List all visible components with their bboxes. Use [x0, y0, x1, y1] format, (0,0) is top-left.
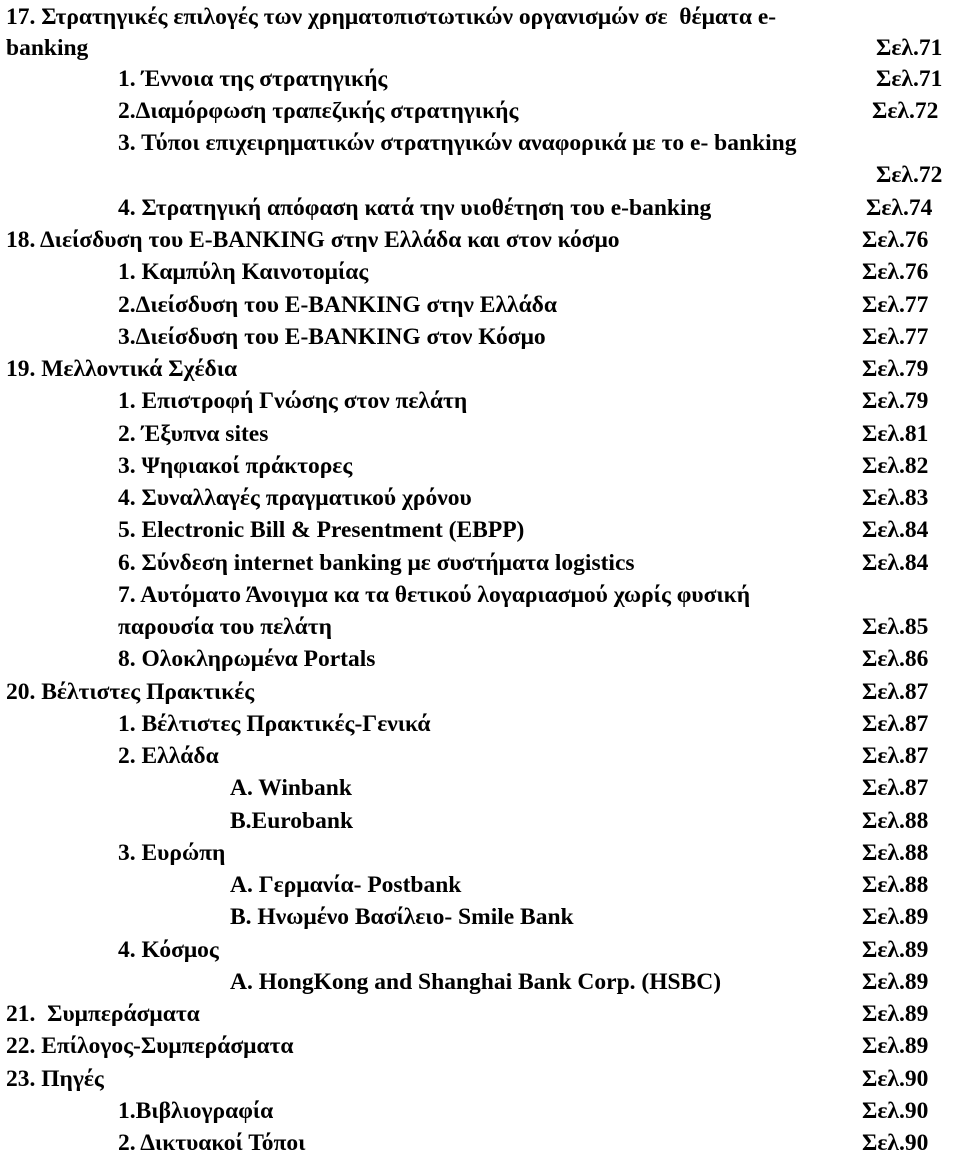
toc-entry-title: B.Eurobank [230, 808, 354, 834]
toc-entry-page: Σελ.79 [862, 356, 929, 382]
toc-entry-title: 1. Βέλτιστες Πρακτικές-Γενικά [118, 711, 431, 737]
toc-entry-page: Σελ.76 [862, 227, 929, 253]
toc-entry-title: 20. Βέλτιστες Πρακτικές [6, 679, 255, 705]
toc-entry-page: Σελ.90 [862, 1098, 929, 1124]
toc-entry-title: A. Γερμανία- Postbank [230, 872, 462, 898]
toc-entry-title: 2. Έξυπνα sites [118, 421, 269, 447]
toc-entry-page: Σελ.83 [862, 485, 929, 511]
toc-entry-page: Σελ.77 [862, 324, 929, 350]
toc-entry-title: A. Winbank [230, 775, 352, 801]
toc-entry-page: Σελ.89 [862, 1001, 929, 1027]
toc-entry-title: 6. Σύνδεση internet banking με συστήματα logistics [118, 550, 635, 576]
toc-entry-title: παρουσία του πελάτη [118, 614, 332, 640]
toc-entry-page: Σελ.82 [862, 453, 929, 479]
toc-entry-title: 4. Συναλλαγές πραγματικού χρόνου [118, 485, 472, 511]
toc-entry-page: Σελ.71 [876, 35, 943, 61]
toc-entry-page: Σελ.81 [862, 421, 929, 447]
toc-entry-title: 21. Συμπεράσματα [6, 1001, 200, 1027]
toc-entry-title: B. Ηνωμένο Βασίλειο- Smile Bank [230, 904, 574, 930]
toc-entry-title: 8. Ολοκληρωμένα Portals [118, 646, 376, 672]
toc-entry-page: Σελ.87 [862, 775, 929, 801]
toc-entry-page: Σελ.71 [876, 66, 943, 92]
toc-entry-title: 4. Κόσμος [118, 937, 219, 963]
toc-entry-page: Σελ.89 [862, 1033, 929, 1059]
toc-entry-title: 23. Πηγές [6, 1066, 104, 1092]
toc-entry-title: 4. Στρατηγική απόφαση κατά την υιοθέτηση του e-banking [118, 195, 712, 221]
toc-entry-page: Σελ.84 [862, 550, 929, 576]
toc-entry-page: Σελ.77 [862, 292, 929, 318]
toc-entry-page: Σελ.84 [862, 517, 929, 543]
toc-entry-title: 7. Αυτόματο Άνοιγμα κα τα θετικού λογαριασμού χωρίς φυσική [118, 582, 751, 608]
toc-entry-page: Σελ.89 [862, 937, 929, 963]
toc-entry-title: 18. Διείσδυση του E-BANKING στην Ελλάδα και στον κόσμο [6, 227, 620, 253]
toc-entry-page: Σελ.79 [862, 388, 929, 414]
toc-entry-title: 3.Διείσδυση του E-BANKING στον Κόσμο [118, 324, 546, 350]
toc-entry-title: 3. Ευρώπη [118, 840, 226, 866]
toc-entry-title: 2. Δικτυακοί Τόποι [118, 1130, 306, 1156]
toc-entry-page: Σελ.87 [862, 743, 929, 769]
toc-entry-page: Σελ.89 [862, 904, 929, 930]
toc-entry-page: Σελ.74 [866, 195, 933, 221]
toc-entry-page: Σελ.88 [862, 808, 929, 834]
toc-entry-title: 22. Επίλογος-Συμπεράσματα [6, 1033, 294, 1059]
toc-entry-title: 2. Ελλάδα [118, 743, 219, 769]
toc-entry-page: Σελ.85 [862, 614, 929, 640]
toc-entry-page: Σελ.88 [862, 872, 929, 898]
toc-entry-title: 19. Μελλοντικά Σχέδια [6, 356, 238, 382]
toc-entry-page: Σελ.76 [862, 259, 929, 285]
toc-entry-page: Σελ.90 [862, 1130, 929, 1156]
toc-entry-title: 1.Βιβλιογραφία [118, 1098, 274, 1124]
toc-entry-title: 1. Επιστροφή Γνώσης στον πελάτη [118, 388, 468, 414]
toc-entry-page: Σελ.89 [862, 969, 929, 995]
toc-entry-page: Σελ.88 [862, 840, 929, 866]
toc-entry-title: A. HongKong and Shanghai Bank Corp. (HSBC) [230, 969, 722, 995]
toc-entry-page: Σελ.72 [872, 98, 939, 124]
toc-entry-page: Σελ.86 [862, 646, 929, 672]
toc-entry-page: Σελ.87 [862, 679, 929, 705]
toc-entry-title: 2.Διαμόρφωση τραπεζικής στρατηγικής [118, 98, 519, 124]
toc-entry-title: 17. Στρατηγικές επιλογές των χρηματοπιστωτικών οργανισμών σε θέματα e- [6, 4, 777, 30]
toc-entry-title: 1. Έννοια της στρατηγικής [118, 66, 388, 92]
toc-entry-page: Σελ.90 [862, 1066, 929, 1092]
toc-entry-title: 3. Ψηφιακοί πράκτορες [118, 453, 353, 479]
toc-entry-title: 1. Καμπύλη Καινοτομίας [118, 259, 369, 285]
toc-entry-title: 3. Τύποι επιχειρηματικών στρατηγικών αναφορικά με το e- banking [118, 130, 797, 156]
toc-entry-title: 2.Διείσδυση του E-BANKING στην Ελλάδα [118, 292, 557, 318]
toc-entry-page: Σελ.72 [876, 162, 943, 188]
toc-entry-title: banking [6, 35, 89, 61]
toc-entry-title: 5. Electronic Bill & Presentment (EBPP) [118, 517, 525, 543]
toc-entry-page: Σελ.87 [862, 711, 929, 737]
